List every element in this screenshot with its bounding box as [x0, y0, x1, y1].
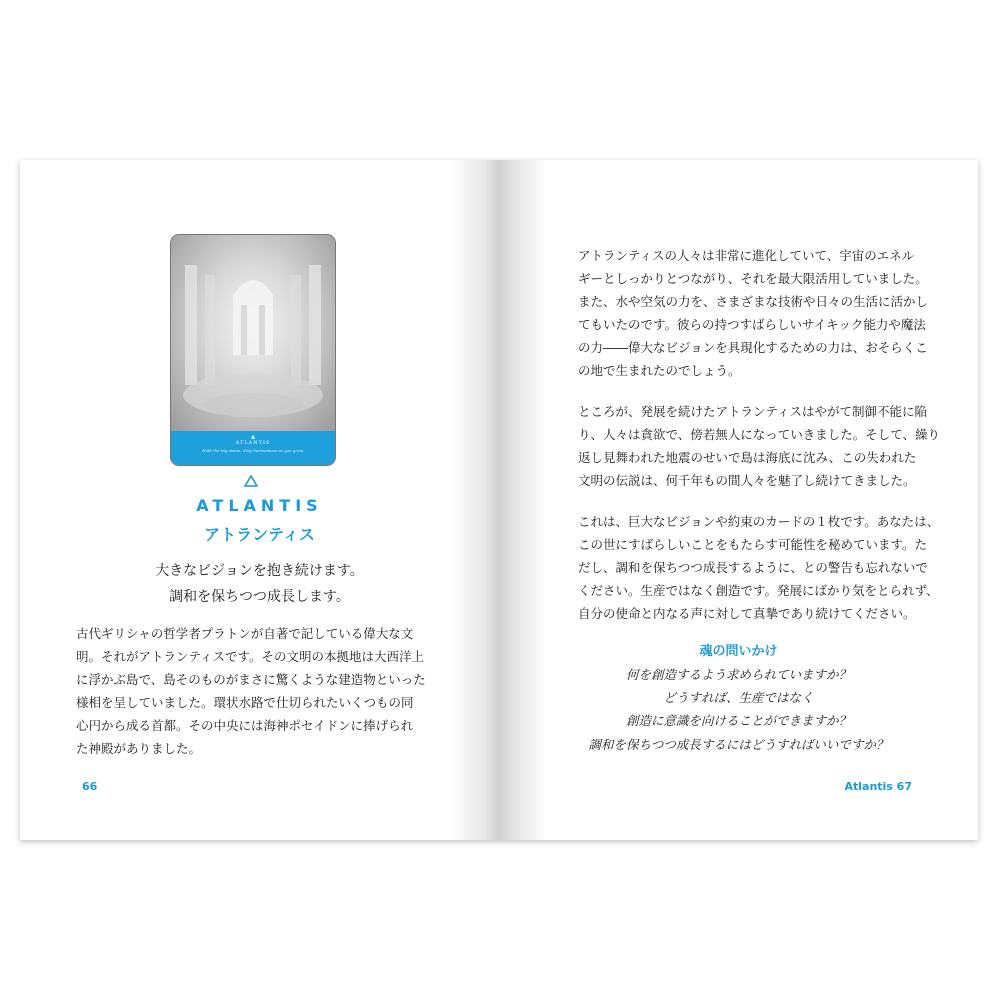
triangle-icon [244, 474, 258, 488]
body-text-line: 心円から成る首都。その中央には海神ポセイドンに捧げられ [76, 718, 414, 733]
soul-question: どうすれば、生産ではなく [663, 690, 814, 705]
body-text-line: 様相を呈していました。環状水路で仕切られたいくつもの同 [76, 695, 414, 710]
body-text-line: だし、調和を保ちつつ成長するように、との警告も忘れないで [578, 560, 928, 575]
body-text-line: また、水や空気の力を、さまざまな技術や日々の生活に活かし [578, 294, 929, 309]
body-text-line: ギーとしっかりとつながり、それを最大限活用していました。 [578, 271, 928, 286]
body-text-line: 明。それがアトランティスです。その文明の本拠地は大西洋上 [76, 649, 425, 664]
card-name-english: ATLANTIS [196, 496, 323, 515]
body-text-line: た神殿がありました。 [76, 741, 202, 756]
soul-question: 何を創造するよう求められていますか？ [625, 667, 851, 682]
body-text-line: の力――偉大なビジョンを具現化するための力は、おそらくこ [578, 340, 928, 355]
body-text-line: この世にすばらしいことをもたらす可能性を秘めています。た [578, 537, 928, 552]
open-book [20, 160, 978, 840]
card-title-band [171, 431, 335, 465]
body-text-line: り、人々は貪欲で、傍若無人になっていきました。そして、繰り [578, 427, 941, 442]
card-name-japanese: アトランティス [204, 525, 315, 544]
body-text-line: 古代ギリシャの哲学者プラトンが自著で記している偉大な文 [76, 626, 414, 641]
body-text-line: アトランティスの人々は非常に進化していて、宇宙のエネル [578, 248, 915, 263]
card-title: ATLANTIS [235, 440, 271, 446]
card-caption: Hold the big vision. Stay harmonious as you grow. [202, 448, 304, 453]
card-artwork [171, 235, 335, 431]
card-triangle-icon: ▲ [251, 434, 255, 440]
soul-question: 調和を保ちつつ成長するにはどうすればいいですか？ [588, 737, 889, 752]
body-text-line: てもいたのです。彼らの持つすばらしいサイキック能力や魔法 [578, 317, 926, 332]
body-text-line: 返し見舞われた地震のせいで島は海底に沈み、この失われた [578, 450, 917, 465]
page-footer-right: Atlantis 67 [844, 780, 912, 793]
soul-question: 創造に意識を向けることができますか？ [625, 713, 851, 728]
affirmation-line: 調和を保ちつつ成長します。 [169, 589, 350, 605]
body-text-line: の地で生まれたのでしょう。 [578, 363, 741, 378]
oracle-card-image [170, 234, 336, 466]
body-text-line: ください。生産ではなく創造です。発展にばかり気をとられず、 [578, 583, 939, 598]
page-number-left: 66 [82, 780, 98, 793]
body-text-line: 自分の使命と内なる声に対して真摯であり続けてください。 [578, 606, 916, 621]
body-text-line: 文明の伝説は、何千年もの間人々を魅了し続けてきました。 [578, 473, 916, 488]
affirmation-line: 大きなビジョンを抱き続けます。 [155, 563, 364, 579]
body-text-line: ところが、発展を続けたアトランティスはやがて制御不能に陥 [578, 404, 928, 419]
right-page [499, 160, 978, 840]
body-text-line: に浮かぶ島で、島そのものがまさに驚くような建造物といった [76, 672, 426, 687]
left-page [20, 160, 499, 840]
soul-questions-heading: 魂の問いかけ [699, 644, 778, 659]
body-text-line: これは、巨大なビジョンや約束のカードの１枚です。あなたは、 [578, 514, 940, 529]
